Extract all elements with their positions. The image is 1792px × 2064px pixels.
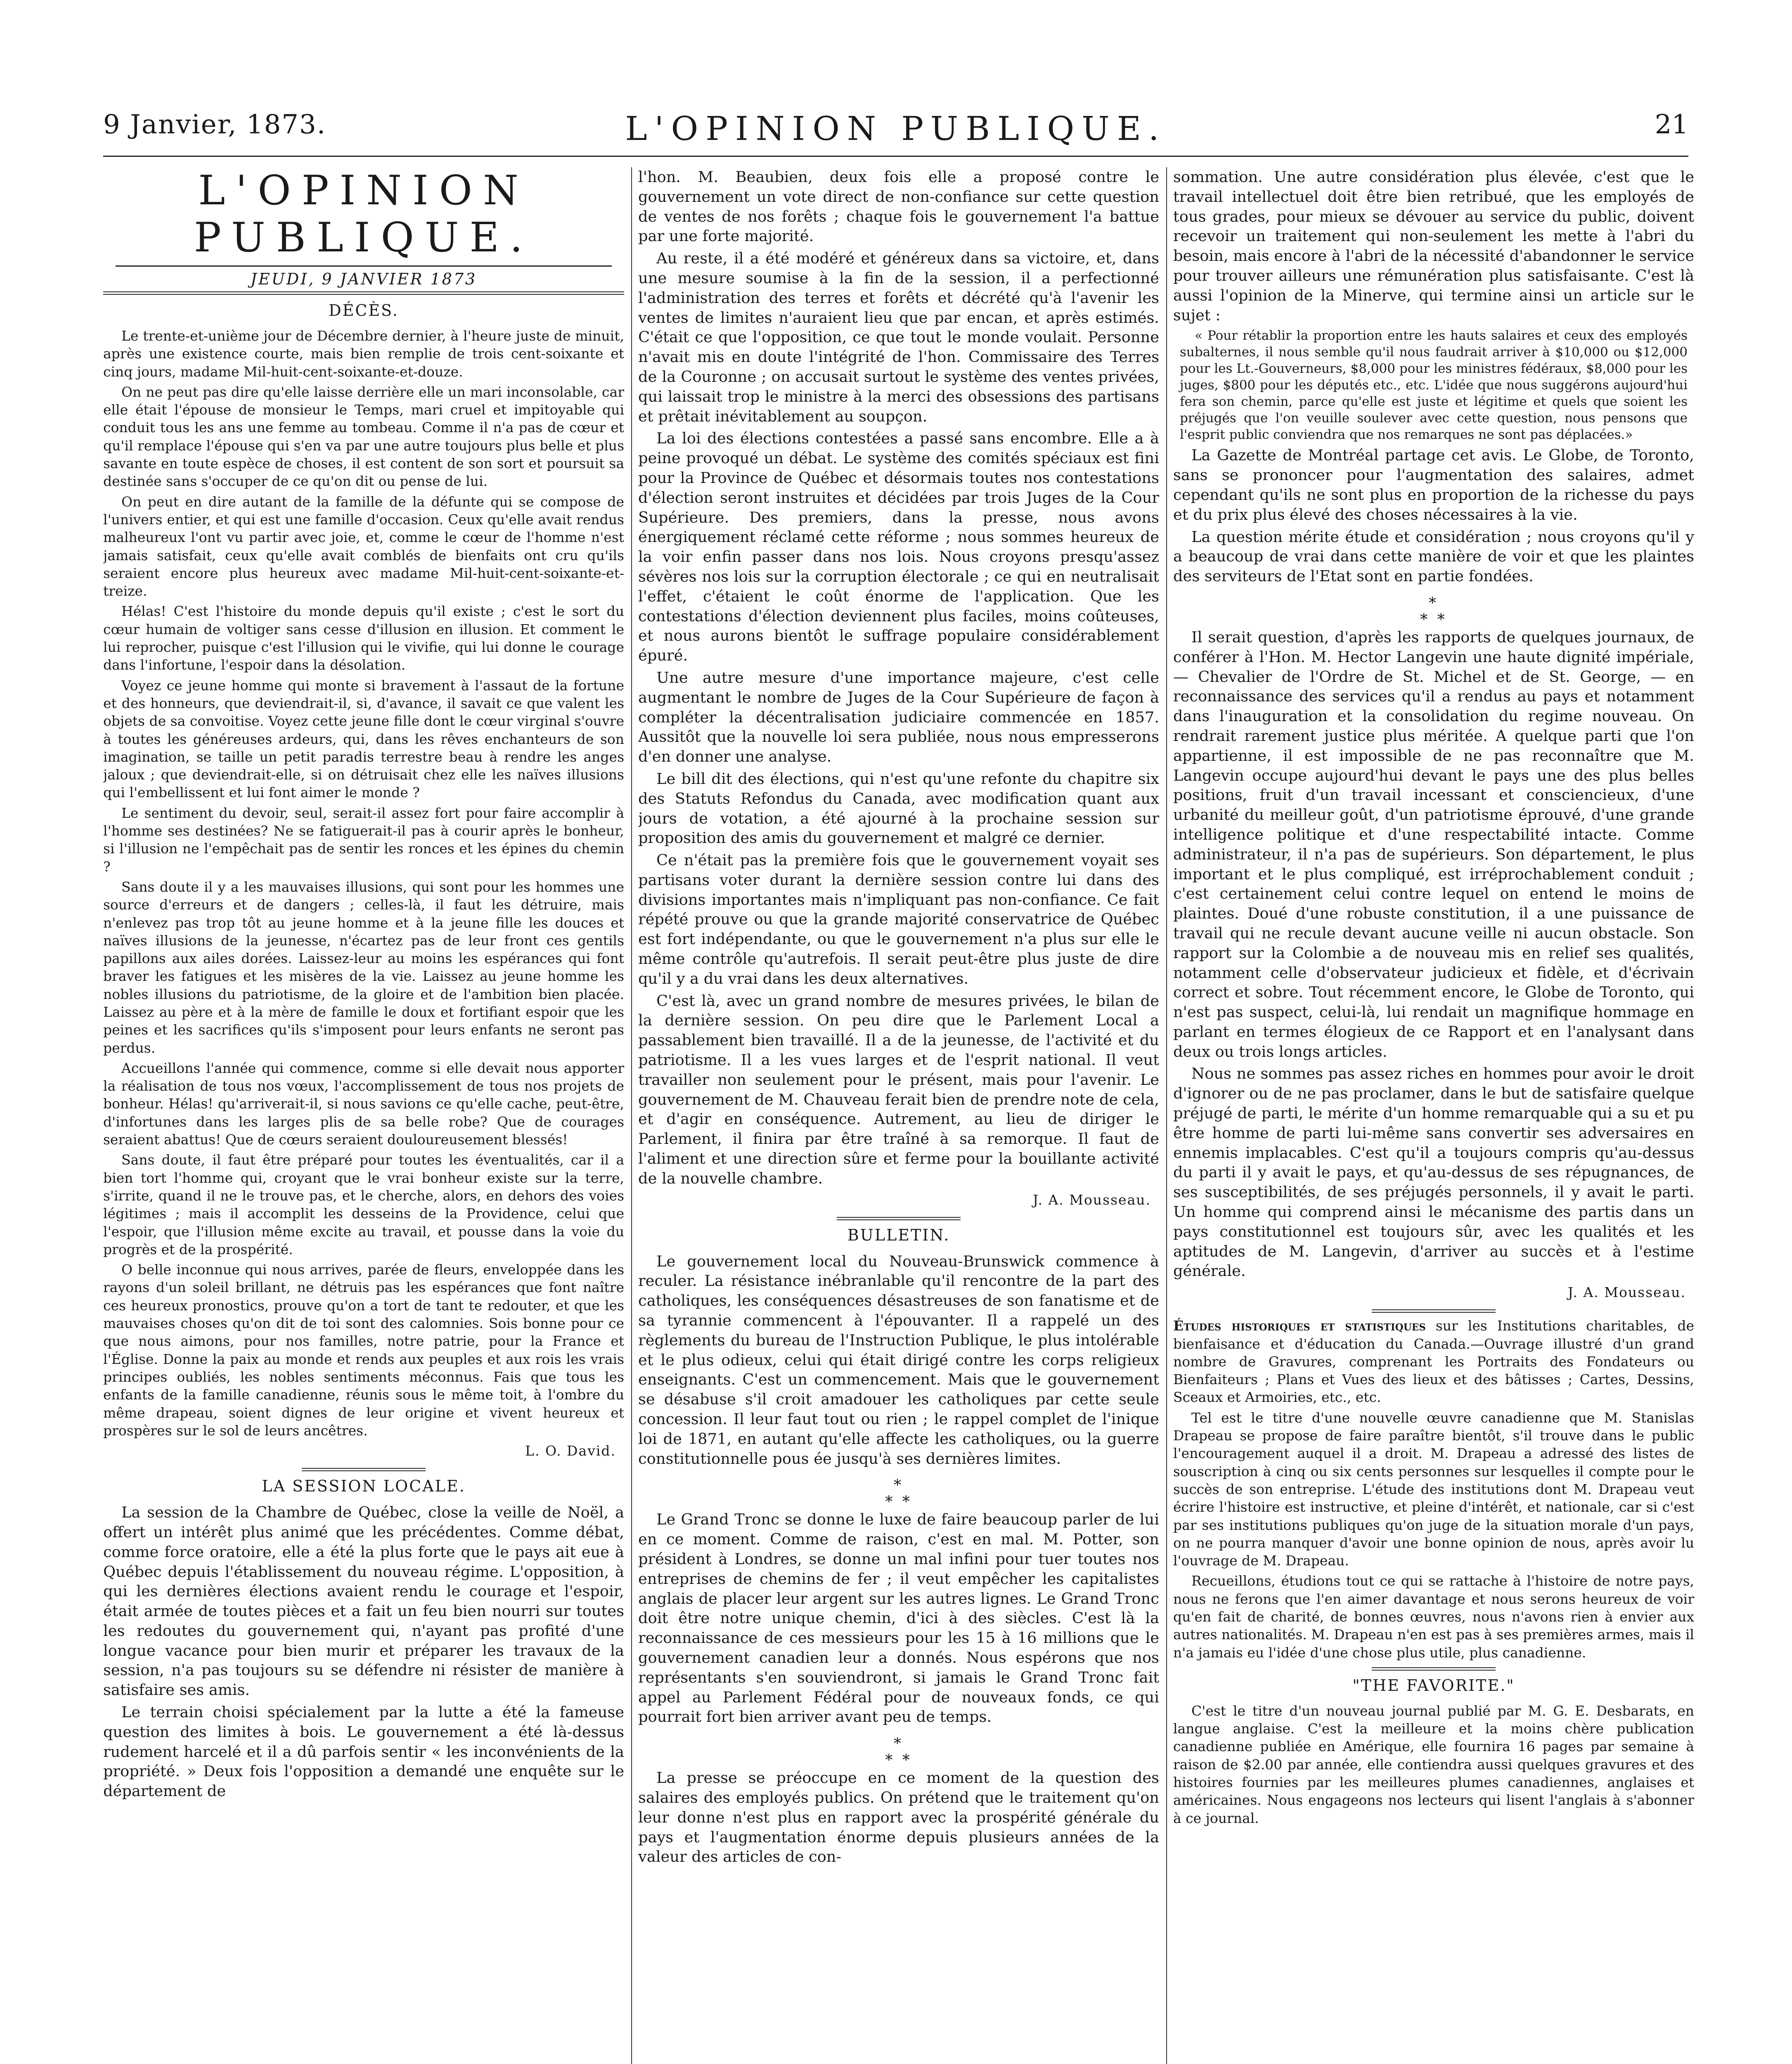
paragraph: Nous ne sommes pas assez riches en hommes pour avoir le droit d'ignorer ou de ne pas proclamer, dans le but de satisfaire quelque préjugé de parti, le mérite d'un homme remarquable qui a su et pu être homme de parti lui-même sans convertir ses adversaires en ennemis implacables. C'est qu'il a toujours compris qu'au-dessus du parti il y avait le pays, et qu'au-dessus de ses répugnances, de ses susceptibilités, de ses préjugés personnels, il y avait le parti. Un homme qui comprend ainsi le mécanisme des partis dans un pays constitutionnel est toujours sûr, avec les qualités et les aptitudes de M. Langevin, d'arriver au succès et à l'estime générale. xyxy=(1173,1065,1694,1280)
paragraph: Le terrain choisi spécialement par la lutte a été la fameuse question des limites à bois. Le gouvernement a été là-dessus rudement harcelé et il a dû parfois sentir « les inconvénients de la propriété. » Deux fois l'opposition a demandé une enquête sur le département de xyxy=(103,1703,624,1800)
section-heading-bulletin: BULLETIN. xyxy=(847,1226,950,1244)
paragraph: La session de la Chambre de Québec, close la veille de Noël, a offert un intérêt plus animé que les précédentes. Comme débat, comme force oratoire, elle a été la plus forte que le pays ait eue à Québec depuis l'établissement du nouveau régime. L'opposition, à qui les dernières élections avaient rendu le courage et l'espoir, était armée de toutes pièces et a fait un feu bien nourri sur toutes les redoutes du gouvernement qui, n'ayant pas profité d'une longue vacance pour bien murir et préparer les travaux de la session, n'a pas toujours su se défendre ni résister de manière à satisfaire ses amis. xyxy=(103,1503,624,1699)
paragraph: C'est le titre d'un nouveau journal publié par M. G. E. Desbarats, en langue anglaise. C'est la meilleure et la moins chère publication canadienne publiée en Amérique, elle fournira 16 pages par semaine à raison de $2.00 par année, elle contiendra aussi quelques gravures et des histoires fournies par les meilleures plumes canadiennes, anglaises et américaines. Nous engageons nos lecteurs qui lisent l'anglais à s'abonner à ce journal. xyxy=(1173,1702,1694,1826)
paragraph: La Gazette de Montréal partage cet avis. Le Globe, de Toronto, sans se prononcer pour l'augmentation des salaires, admet cependant qu'ils ne sont plus en proportion de la richesse du pays et du prix plus élevé des choses nécessaires à la vie. xyxy=(1173,446,1694,523)
paragraph: Au reste, il a été modéré et généreux dans sa victoire, et, dans une mesure soumise à la fin de la session, il a perfectionné l'administration des terres et forêts et décrété qu'à l'avenir les ventes de limites n'auraient lieu que par encan, et après estimés. C'était ce que l'opposition, ce que tout le monde voulait. Personne n'avait mis en doute l'intégrité de l'hon. Commissaire des Terres de la Couronne ; on accusait surtout le système des ventes privées, qui laissait trop le ministre à la merci des obsessions des partisans et prêtait inévitablement au soupçon. xyxy=(638,249,1159,425)
section-rule xyxy=(302,1468,426,1471)
paragraph: C'est là, avec un grand nombre de mesures privées, le bilan de la dernière session. On peu dire que le Parlement Local a passablement bien travaillé. Il a de la jeunesse, de l'activité et du patriotisme. Il a les vues larges et de l'esprit national. Il veut travailler non seulement pour le présent, mais pour l'avenir. Le gouvernement de M. Chauveau ferait bien de prendre note de cela, et d'agir en conséquence. Autrement, au lieu de diriger le Parlement, il finira par être traîné à sa remorque. Il faut de l'aliment et une direction sûre et ferme pour la bouillante activité de la nouvelle chambre. xyxy=(638,992,1159,1187)
article-bulletin-continued xyxy=(1173,167,1694,1281)
article-etudes-historiques xyxy=(1173,1317,1694,1662)
column-3 xyxy=(1173,167,1694,2064)
notice-title: Études historiques et statistiques xyxy=(1173,1318,1426,1334)
paragraph: La question mérite étude et considération ; nous croyons qu'il y a beaucoup de vrai dans cette manière de voir et que les plaintes des serviteurs de l'Etat sont en partie fondées. xyxy=(1173,528,1694,585)
paragraph: Une autre mesure d'une importance majeure, c'est celle augmentant le nombre de Juges de la Cour Supérieure de façon à compléter la décentralisation judiciaire commencée en 1857. Aussitôt que la nouvelle loi sera publiée, nous nous empresserons d'en donner une analyse. xyxy=(638,668,1159,766)
article-deces xyxy=(103,327,624,1439)
signature: J. A. Mousseau. xyxy=(1567,1284,1686,1301)
signature: J. A. Mousseau. xyxy=(1032,1191,1151,1208)
masthead-rule xyxy=(116,265,612,267)
notice-subtitle: sur les Institutions charitables, de bienfaisance et d'éducation du Canada.—Ouvrage illustré d'un grand nombre de Gravures, comprenant les Portraits des Fondateurs ou Bienfaiteurs ; Plans et Vues des lieux et des bâtisses ; Cartes, Dessins, Sceaux et Armoiries, etc., etc. xyxy=(1173,1318,1694,1406)
paragraph: La presse se préoccupe en ce moment de la question des salaires des employés publics. On prétend que le traitement qu'on leur donne n'est plus en rapport avec la prospérité générale du pays et l'augmentation énorme depuis plusieurs années de la valeur des articles de con- xyxy=(638,1769,1159,1866)
dateline: JEUDI, 9 JANVIER 1873 xyxy=(250,270,477,288)
block-quote xyxy=(1173,327,1694,443)
signature: L. O. David. xyxy=(525,1443,616,1459)
masthead-title: L'OPINION PUBLIQUE. xyxy=(194,167,534,261)
column-2 xyxy=(638,167,1159,2064)
paragraph: Accueillons l'année qui commence, comme si elle devait nous apporter la réalisation de tous nos vœux, l'accomplissement de tous nos projets de bonheur. Hélas! qu'arriverait-il, si nous savions ce qu'elle cache, peut-être, d'infortunes dans les larges plis de sa belle robe? Que de courages seraient abattus! Que de cœurs seraient douloureusement blessés! xyxy=(103,1060,624,1148)
section-rule xyxy=(1372,1309,1496,1313)
column-1 xyxy=(103,167,624,2064)
paragraph: Recueillons, étudions tout ce qui se rattache à l'histoire de notre pays, nous ne ferons que l'en aimer davantage et nous serons heureux de voir qu'en fait de charité, de bonnes œuvres, nous n'avons rien à envier aux autres nationalités. M. Drapeau n'en est pas à ses premières armes, mais il n'a jamais eu l'idée d'une chose plus utile, plus canadienne. xyxy=(1173,1573,1694,1661)
paragraph: La loi des élections contestées a passé sans encombre. Elle a à peine provoqué un débat. Le système des comités spéciaux est fini pour la Province de Québec et désormais toutes nos contestations d'élection seront instruites et décidées par trois Juges de la Cour Supérieure. Des premiers, dans la presse, nous avons énergiquement réclamé cette réforme ; nous sommes heureux de la voir enfin passer dans nos lois. Nous croyons presqu'assez sévères nos lois sur la corruption électorale ; ce qui en neutralisait l'effet, c'étaient le coût énorme de l'application. Que les contestations d'élection deviennent plus faciles, moins coûteuses, et nous aurons bientôt le suffrage populaire considérablement épuré. xyxy=(638,429,1159,665)
article-the-favorite xyxy=(1173,1702,1694,1827)
column-divider xyxy=(631,167,632,2064)
section-heading-deces: DÉCÈS. xyxy=(329,301,399,320)
article-session-locale-continued xyxy=(638,167,1159,1188)
notice-heading xyxy=(1173,1317,1694,1406)
paragraph: Sans doute, il faut être préparé pour toutes les éventualités, car il a bien tort l'homme qui, croyant que le vrai bonheur existe sur la terre, s'irrite, quand il ne le trouve pas, et le cherche, alors, en dehors des voies légitimes ; mais il accomplit les desseins de la Providence, celui que l'espoir, que l'illusion même excite au travail, et pousse dans la voie du progrès et de la prospérité. xyxy=(103,1152,624,1257)
paragraph: sommation. Une autre considération plus élevée, c'est que le travail intellectuel doit être bien retribué, que les employés de tous grades, pour mieux se dévouer au service du public, doivent recevoir un traitement qui non-seulement les mette à l'abri du besoin, mais encore à l'abri de la nécessité d'abandonner le service pour trouver ailleurs une rémunération plus satisfaisante. C'est là aussi l'opinion de la Minerve, qui termine ainsi un article sur le sujet : xyxy=(1173,168,1694,324)
paragraph: Voyez ce jeune homme qui monte si bravement à l'assaut de la fortune et des honneurs, que deviendrait-il, si, d'avance, il savait ce que valent les objets de sa convoitise. Voyez cette jeune fille dont le cœur virginal s'ouvre à toutes les généreuses ardeurs, qui, dans les rêves enchanteurs de son imagination, se taille un petit paradis terrestre beau à rendre les anges jaloux ; que deviendrait-elle, si on détruisait chez elle les naïves illusions qui l'embellissent et lui font aimer le monde ? xyxy=(103,677,624,801)
stars-separator: ⁎ ⁎ ⁎ xyxy=(1420,589,1447,623)
paragraph: Le bill dit des élections, qui n'est qu'une refonte du chapitre six des Statuts Refondus du Canada, avec modification quant aux jours de votation, a été ajourné à la prochaine session sur proposition des amis du gouvernement et malgré ce dernier. xyxy=(638,769,1159,847)
article-session-locale xyxy=(103,1503,624,1801)
running-head xyxy=(103,109,1688,163)
running-head-date: 9 Janvier, 1873. xyxy=(103,109,327,140)
paragraph: Le sentiment du devoir, seul, serait-il assez fort pour faire accomplir à l'homme ses destinées? Ne se fatiguerait-il pas à courir après le bonheur, si l'illusion ne l'empêchait pas de sentir les ronces et les épines du chemin ? xyxy=(103,805,624,875)
paragraph: l'hon. M. Beaubien, deux fois elle a proposé contre le gouvernement un vote direct de non-confiance sur cette question de ventes de nos forêts ; chaque fois le gouvernement l'a battue par une forte majorité. xyxy=(638,168,1159,245)
paragraph: Le gouvernement local du Nouveau-Brunswick commence à reculer. La résistance inébranlable qu'il rencontre de la part des catholiques, les conséquences désastreuses de son fanatisme et de sa tyrannie commencent à l'épouvanter. Il a rappelé un des règlements du bureau de l'Instruction Publique, le plus intolérable et le plus odieux, celui qui était dirigé contre les corps religieux enseignants. C'est un commencement. Mais que le gouvernement se désabuse s'il croit amadouer les catholiques par cette seule concession. Il leur faut tout ou rien ; le rappel complet de l'inique loi de 1871, en autant qu'elle affecte les catholiques, ou la guerre constitutionnelle pous ée jusqu'à ses dernières limites. xyxy=(638,1252,1159,1468)
article-bulletin xyxy=(638,1252,1159,1867)
quote-text: « Pour rétablir la proportion entre les hauts salaires et ceux des employés subalternes, il nous semble qu'il nous faudrait arriver à $10,000 ou $12,000 pour les Lt.-Gouverneurs, $8,000 pour les ministres fédéraux, $8,000 pour les juges, $800 pour les députés etc., etc. L'idée que nous suggérons aujourd'hui fera son chemin, parce qu'elle est juste et légitime et quels que soient les préjugés que l'on veuille soulever avec cette question, nous pensons que l'esprit public conviendra que nos remarques ne sont pas déplacées.» xyxy=(1180,328,1688,443)
stars-separator: ⁎ ⁎ ⁎ xyxy=(885,1730,912,1764)
dateline-rule xyxy=(103,291,624,295)
page-number: 21 xyxy=(1655,109,1688,140)
paragraph: Tel est le titre d'une nouvelle œuvre canadienne que M. Stanislas Drapeau se propose de faire paraître bientôt, s'il trouve dans le public l'encouragement auquel il a droit. M. Drapeau a adressé des listes de souscription à cinq ou six cents personnes sur lesquelles il compte pour le succès de son entreprise. L'étude des institutions dont M. Drapeau veut écrire l'histoire est instructive, et pleine d'intérêt, et nationale, car si c'est par ses institutions publiques qu'on juge de la situation morale d'un pays, on ne pourra manquer d'avoir une bonne opinion de nous, après avoir lu l'ouvrage de M. Drapeau. xyxy=(1173,1409,1694,1569)
running-head-title: L'OPINION PUBLIQUE. xyxy=(625,109,1167,148)
header-rule xyxy=(103,156,1688,157)
paragraph: Le trente-et-unième jour de Décembre dernier, à l'heure juste de minuit, après une existence courte, mais bien remplie de trois cent-soixante et cinq jours, madame Mil-huit-cent-soixante-et-douze. xyxy=(103,328,624,380)
paragraph: On peut en dire autant de la famille de la défunte qui se compose de l'univers entier, et qui est une famille d'occasion. Ceux qu'elle avait rendus malheureux l'ont vu partir avec joie, et, comme le cœur de l'homme n'est jamais satisfait, ceux qu'elle avait comblés de bienfaits ont cru qu'ils seraient encore plus heureux avec madame Mil-huit-cent-soixante-et-treize. xyxy=(103,493,624,599)
section-heading-favorite: "THE FAVORITE." xyxy=(1352,1676,1515,1695)
paragraph: Il serait question, d'après les rapports de quelques journaux, de conférer à l'Hon. M. Hector Langevin une haute dignité impériale, — Chevalier de l'Ordre de St. Michel et de St. George, — en reconnaissance des services qu'il a rendus au pays et notamment dans l'inauguration et la consolidation du regime nouveau. On rendrait rarement justice plus méritée. A quelque parti que l'on appartienne, il est impossible de ne pas reconnaître que M. Langevin occupe aujourd'hui devant le pays une des plus belles positions, fruit d'un travail incessant et consciencieux, d'une urbanité du meilleur goût, d'un patriotisme éprouvé, d'une grande intelligence politique et d'une respectabilité intacte. Comme administrateur, il n'a pas de supérieurs. Son département, le plus important et le plus compliqué, est irréprochablement conduit ; c'est certainement celui contre lequel on entend le moins de plaintes. Doué d'une robuste constitution, il a une puissance de travail qui ne recule devant aucune veille ni aucun obstacle. Son rapport sur la Colombie a de nouveau mis en relief ses qualités, notamment celle d'observateur judicieux et fidèle, et d'écrivain correct et sobre. Tout récemment encore, le Globe de Toronto, qui n'est pas suspect, celui-là, lui rendait un magnifique hommage en parlant en termes élogieux de ce Rapport et en l'analysant dans deux ou trois longs articles. xyxy=(1173,628,1694,1060)
section-rule xyxy=(837,1217,961,1220)
column-divider xyxy=(1166,167,1167,2064)
section-heading-session: LA SESSION LOCALE. xyxy=(262,1477,466,1496)
section-rule xyxy=(1372,1667,1496,1671)
paragraph: O belle inconnue qui nous arrives, parée de fleurs, enveloppée dans les rayons d'un soleil brillant, ne détruis pas les espérances que font naître ces heureux pronostics, prouve qu'on a tort de tant te redouter, et que les mauvaises choses qu'on dit de toi sont des calomnies. Sois bonne pour ce que nous aimons, pour nos familles, notre patrie, pour la France et l'Église. Donne la paix au monde et rends aux peuples et aux rois les vrais principes oubliés, les nobles sentiments méconnus. Fais que tous les enfants de la famille canadienne, réunis sous le même toit, à l'ombre du même drapeau, soient dignes de leur origine et vivent heureux et prospères sur le sol de leurs ancêtres. xyxy=(103,1262,624,1439)
paragraph: On ne peut pas dire qu'elle laisse derrière elle un mari inconsolable, car elle était l'épouse de monsieur le Temps, mari cruel et impitoyable qui conduit tous les ans une femme au tombeau. Comme il n'a pas de cœur et qu'il remplace l'épouse qui s'en va par une autre toujours plus belle et plus savante en toute espèce de choses, il est content de son sort et poursuit sa destinée sans s'occuper de ce qu'on dit ou pense de lui. xyxy=(103,383,624,490)
paragraph: Sans doute il y a les mauvaises illusions, qui sont pour les hommes une source d'erreurs et de dangers ; celles-là, il faut les détruire, mais n'enlevez pas trop tôt au jeune homme et à la jeune fille les douces et naïves illusions de la jeunesse, n'écartez pas de leur front ces gentils papillons aux ailes dorées. Laissez-leur au moins les espérances qui font braver les fatigues et les misères de la vie. Laissez au jeune homme les nobles illusions du patriotisme, de la gloire et de l'ambition bien placée. Laissez au père et à la mère de famille le doux et fortifiant espoir que les peines et les sacrifices qu'ils s'imposent pour leurs enfants ne seront pas perdus. xyxy=(103,878,624,1056)
paragraph: Hélas! C'est l'histoire du monde depuis qu'il existe ; c'est le sort du cœur humain de voltiger sans cesse d'illusion en illusion. Et comment le lui reprocher, puisque c'est l'illusion qui le vivifie, qui lui donne le courage dans l'infortune, l'espoir dans la désolation. xyxy=(103,603,624,673)
paragraph: Le Grand Tronc se donne le luxe de faire beaucoup parler de lui en ce moment. Comme de raison, c'est en mal. M. Potter, son président à Londres, se donne un mal infini pour tuer toutes nos entreprises de chemins de fer ; il veut empêcher les capitalistes anglais de placer leur argent sur les autres lignes. Le Grand Tronc doit être notre unique chemin, d'ici à des siècles. C'est là la reconnaissance de ces messieurs pour les 15 à 16 millions que le gouvernement canadien leur a donnés. Nous espérons que nos représentants s'en souviendront, si jamais le Grand Tronc fait appel au Parlement Fédéral pour de nouveaux fonds, ce qui pourrait fort bien arriver avant peu de temps. xyxy=(638,1510,1159,1726)
paragraph: Ce n'était pas la première fois que le gouvernement voyait ses partisans voter durant la dernière session contre lui dans des divisions importantes mais n'impliquant pas non-confiance. Ce fait répété prouve ou que la grande majorité conservatrice de Québec est fort indépendante, ou que le gouvernement n'a plus sur elle le même contrôle qu'autrefois. Il serait peut-être plus juste de dire qu'il y a du vrai dans les deux alternatives. xyxy=(638,851,1159,987)
stars-separator: ⁎ ⁎ ⁎ xyxy=(885,1472,912,1506)
